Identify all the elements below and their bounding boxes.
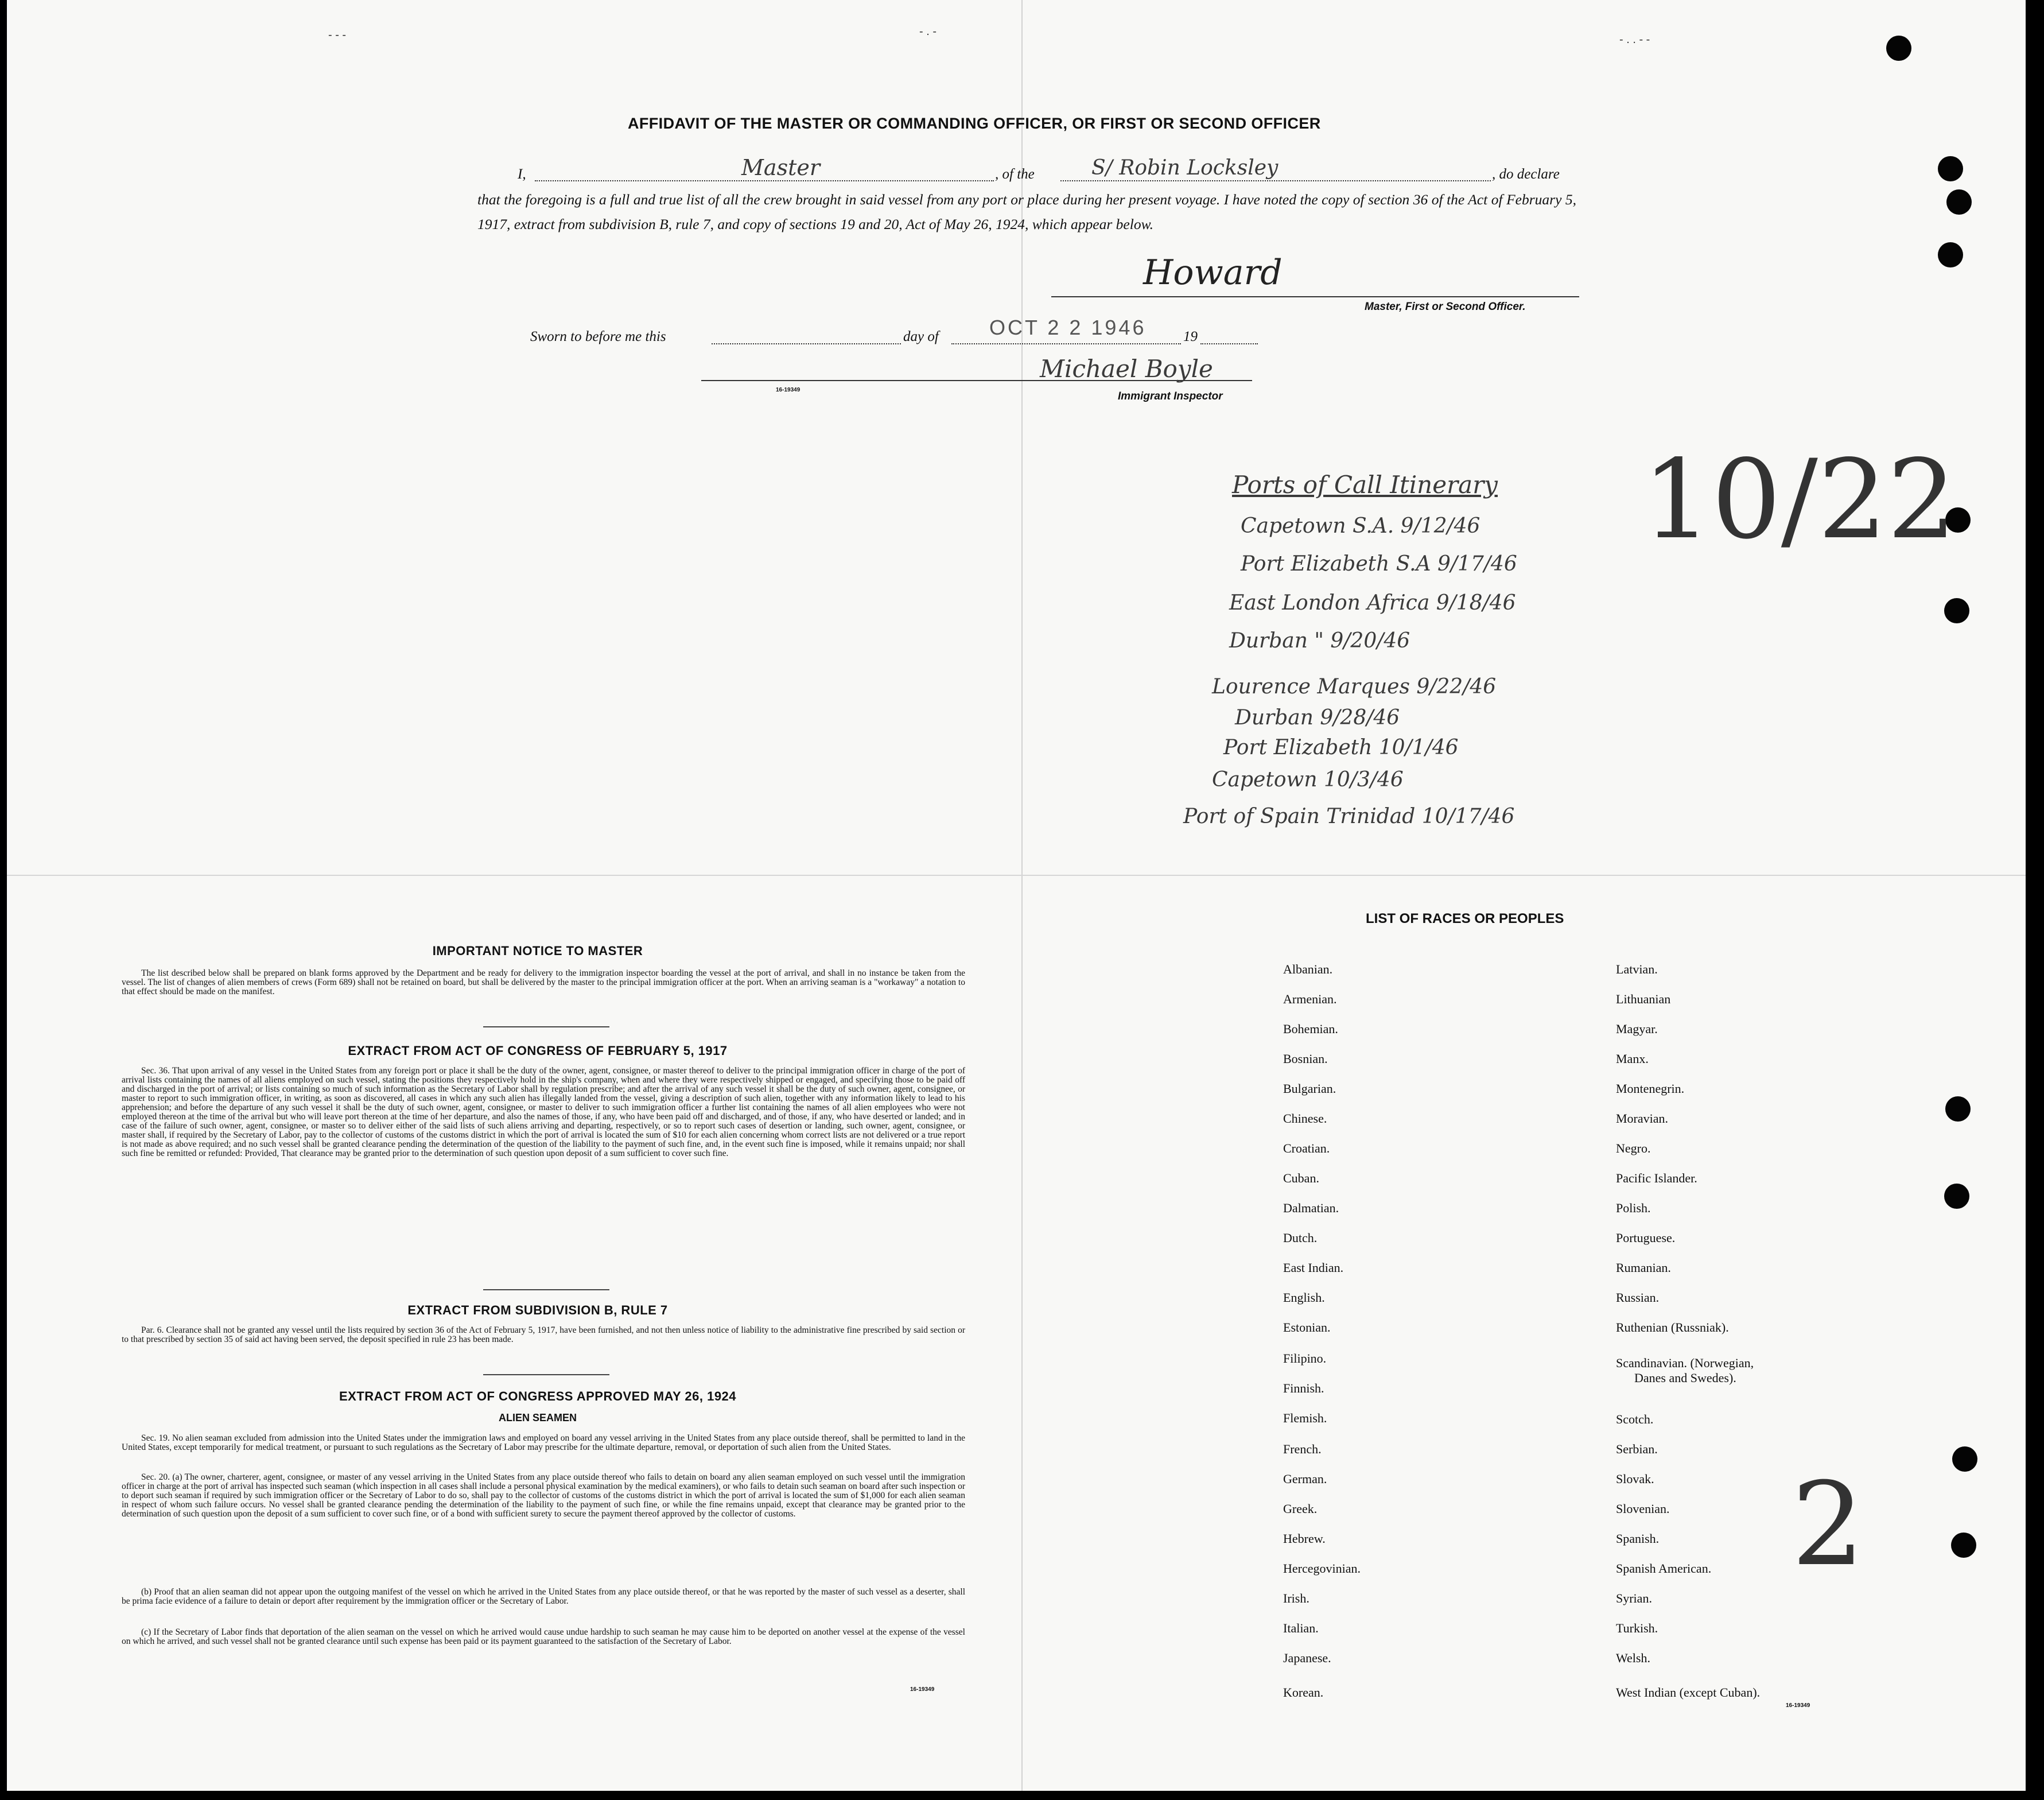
section-separator — [483, 1026, 609, 1027]
day-of-label: day of — [903, 329, 939, 344]
race-item: Korean. — [1283, 1685, 1324, 1700]
binder-hole — [1945, 1096, 1971, 1122]
race-item: East Indian. — [1283, 1260, 1344, 1275]
page-number-handwriting: 10/22 — [1642, 436, 1957, 563]
sworn-label: Sworn to before me this — [530, 329, 666, 344]
race-item: Hebrew. — [1283, 1531, 1326, 1546]
sworn-day-line — [712, 343, 901, 344]
race-item: Croatian. — [1283, 1141, 1330, 1155]
race-item: Flemish. — [1283, 1411, 1327, 1425]
race-item: Chinese. — [1283, 1111, 1327, 1126]
itinerary-entry: Port Elizabeth 10/1/46 — [1223, 736, 1459, 759]
race-item: Turkish. — [1616, 1621, 1658, 1635]
binder-hole — [1951, 1533, 1976, 1558]
section-separator — [483, 1289, 609, 1290]
officer-caption: Master, First or Second Officer. — [1365, 301, 1526, 313]
year-prefix: 19 — [1183, 329, 1198, 344]
race-item: Scotch. — [1616, 1412, 1654, 1426]
itinerary-entry: Capetown 10/3/46 — [1212, 768, 1404, 792]
race-item: Slovenian. — [1616, 1502, 1670, 1516]
itinerary-entry: Durban " 9/20/46 — [1229, 629, 1410, 653]
extract-rule7-text: Par. 6. Clearance shall not be granted any vessel until the lists required by section 36 of the Act of February 5, 1917, have been furnished, and not then unless notice of liability to the administrative fine prescribed by said section or to that prescribed by section 35 of said act having been served, the deposit specified in rule 23 has been made. — [122, 1325, 965, 1344]
binder-hole — [1944, 598, 1969, 623]
extract-1917-text: Sec. 36. That upon arrival of any vessel in the United States from any foreign port or place it shall be the duty of the owner, agent, consignee, or master thereof to deliver to the principal immigration officer in charge of the port of arrival lists containing the names of all aliens employed on such vessel, stating the positions they respectively hold in the ship's company, when and where they were respectively shipped or engaged, and specifying those to be paid off and discharged in the port of arrival; or lists containing so much of such information as the Secretary of Labor shall by regulation prescribe; and after the arrival of any such vessel it shall be the duty of such owner, agent, consignee, or master to report to such immigration officer, in writing, as soon as discovered, all cases in which any such alien has illegally landed from the vessel, giving a description of such alien, together with any information likely to lead to his apprehension; and before the departure of any such vessel it shall be the duty of such owner, agent, consignee, or master to deliver to such immigration officer a further list containing the names of all alien employees who were not employed thereon at the time of the arrival but who will leave port thereon at the time of her departure, and also the names of those, if any, who have been paid off and discharged, and of those, if any, who have deserted or landed; and in case of the failure of such owner, agent, consignee, or master so to deliver either of the said lists of such aliens arriving and departing, respectively, or so to report such cases of desertion or landing, such owner, agent, consignee, or master shall, if required by the Secretary of Labor, pay to the collector of customs of the customs district in which the port of arrival is located the sum of $10 for each alien concerning whom correct lists are not delivered or a true report is not made as above required; and no such vessel shall be granted clearance pending the determination of the question of the liability to the payment of such fine, and, in the event such fine is imposed, while it remains unpaid; nor shall such fine be remitted or refunded: Provided, That clearance may be granted prior to the determination of such question upon deposit of a sum sufficient to cover such fine. — [122, 1066, 965, 1158]
race-item: Scandinavian. (Norwegian, — [1616, 1356, 1754, 1370]
extract-1924-title: EXTRACT FROM ACT OF CONGRESS APPROVED MAY 26, 1924 — [339, 1389, 737, 1403]
itinerary-entry: Port Elizabeth S.A 9/17/46 — [1241, 552, 1517, 576]
top-mark-right: - . . - - — [1619, 33, 1650, 46]
date-stamp: OCT 2 2 1946 — [989, 316, 1147, 339]
race-item: French. — [1283, 1442, 1322, 1456]
binder-hole — [1938, 156, 1963, 181]
race-item: Syrian. — [1616, 1591, 1652, 1605]
extract-1924-subtitle: ALIEN SEAMEN — [498, 1412, 577, 1423]
race-item: Hercegovinian. — [1283, 1561, 1361, 1576]
race-item: Lithuanian — [1616, 992, 1671, 1006]
extract-1917-title: EXTRACT FROM ACT OF CONGRESS OF FEBRUARY 5, 1917 — [348, 1043, 728, 1058]
form-number-top: 16-19349 — [776, 387, 800, 393]
notice-title: IMPORTANT NOTICE TO MASTER — [432, 944, 643, 958]
race-item: Spanish. — [1616, 1531, 1660, 1546]
race-item: Moravian. — [1616, 1111, 1669, 1126]
race-item: Armenian. — [1283, 992, 1337, 1006]
race-item: Portuguese. — [1616, 1231, 1676, 1245]
itinerary-entry: Durban 9/28/46 — [1235, 706, 1400, 730]
itinerary-entry: Lourence Marques 9/22/46 — [1212, 675, 1497, 699]
races-title: LIST OF RACES OR PEOPLES — [1366, 911, 1564, 926]
vertical-fold-line — [1021, 0, 1023, 1791]
race-item: Italian. — [1283, 1621, 1319, 1635]
race-item: Bosnian. — [1283, 1052, 1328, 1066]
master-signature: Howard — [1143, 253, 1283, 293]
race-item: Finnish. — [1283, 1381, 1324, 1395]
race-item: Cuban. — [1283, 1171, 1319, 1185]
itinerary-entry: Capetown S.A. 9/12/46 — [1241, 514, 1480, 538]
notice-text: The list described below shall be prepared on blank forms approved by the Department and be ready for delivery to the immigration inspector boarding the vessel at the port of arrival, and shall in no instance be taken from the vessel. The list of changes of alien members of crews (Form 689) shall not be retained on board, but shall be delivered by the master to the principal immigration officer at the port. When an arriving seaman is a "workaway" a notation to that effect should be made on the manifest. — [122, 968, 965, 996]
binder-hole — [1938, 242, 1963, 267]
binder-hole — [1952, 1446, 1977, 1472]
race-item: Rumanian. — [1616, 1260, 1671, 1275]
race-item: Filipino. — [1283, 1351, 1327, 1365]
form-number-bottom-right: 16-19349 — [1786, 1702, 1810, 1709]
race-item: Montenegrin. — [1616, 1081, 1685, 1096]
itinerary-entry: Port of Spain Trinidad 10/17/46 — [1183, 805, 1515, 828]
master-handwriting: Master — [741, 155, 820, 180]
extract-1924-sec20c: (c) If the Secretary of Labor finds that deportation of the alien seaman on the vessel on which he arrived would cause undue hardship to such seaman he may cause him to be deported on another vessel at the expense of the vessel on which he arrived, and such vessel shall not be granted clearance until such expense has been paid or its payment guaranteed to the satisfaction of the Secretary of Labor. — [122, 1627, 965, 1646]
race-item: Spanish American. — [1616, 1561, 1712, 1576]
itinerary-entry: East London Africa 9/18/46 — [1229, 591, 1516, 615]
margin-number-handwriting: 2 — [1792, 1458, 1865, 1592]
top-mark-left: - - - — [328, 29, 347, 41]
extract-1924-sec20a: Sec. 20. (a) The owner, charterer, agent, consignee, or master of any vessel arriving in the United States from any place outside thereof who fails to detain on board any alien seaman employed on such vessel until the immigration officer in charge at the port of arrival has inspected such seaman (which inspection in all cases shall include a personal physical examination by the medical examiners), or who fails to detain such seaman on board after such inspection or to deport such seaman if required by such immigration officer or the Secretary of Labor to do so, shall pay to the collector of customs of the customs district in which the port of arrival is located the sum of $1,000 for each alien seaman in respect of whom such failure occurs. No vessel shall be granted clearance pending the determination of the liability to the payment of such fine, or while the fine remains unpaid, except that clearance may be granted prior to the determination of such question upon the deposit of a sum sufficient to cover such fine, or of a bond with sufficient surety to secure the payment thereof approved by the collector of customs. — [122, 1472, 965, 1519]
race-item-continuation: Danes and Swedes). — [1634, 1371, 1736, 1385]
signature-line — [1051, 296, 1579, 297]
of-the-label: , of the — [995, 166, 1035, 182]
do-declare-label: , do declare — [1492, 166, 1560, 182]
year-line — [1200, 343, 1258, 344]
race-item: Bulgarian. — [1283, 1081, 1336, 1096]
vessel-blank-line — [1060, 180, 1491, 181]
race-item: Russian. — [1616, 1290, 1660, 1305]
affidavit-body: that the foregoing is a full and true list of all the crew brought in said vessel from any port or place during her present voyage. I have noted the copy of section 36 of the Act of February 5, 1917, extract from subdivision B, rule 7, and copy of sections 19 and 20, Act of May 26, 1924, which appear below. — [477, 191, 1576, 232]
race-item: Serbian. — [1616, 1442, 1658, 1456]
race-item: Irish. — [1283, 1591, 1309, 1605]
inspector-caption: Immigrant Inspector — [1118, 390, 1223, 402]
race-item: Greek. — [1283, 1502, 1318, 1516]
race-item: Bohemian. — [1283, 1022, 1338, 1036]
race-item: Pacific Islander. — [1616, 1171, 1697, 1185]
race-item: Welsh. — [1616, 1651, 1650, 1665]
race-item: Ruthenian (Russniak). — [1616, 1320, 1729, 1335]
race-item: Negro. — [1616, 1141, 1651, 1155]
name-blank-line — [535, 180, 994, 181]
binder-hole — [1944, 1184, 1969, 1209]
binder-hole — [1946, 189, 1972, 215]
affidavit-title: AFFIDAVIT OF THE MASTER OR COMMANDING OFFICER, OR FIRST OR SECOND OFFICER — [628, 115, 1321, 132]
horizontal-fold-line — [7, 875, 2026, 876]
form-number-bottom-left: 16-19349 — [910, 1686, 935, 1693]
affidavit-i-label: I, — [518, 166, 526, 182]
sworn-month-line — [951, 343, 1181, 344]
race-item: Latvian. — [1616, 962, 1658, 976]
race-item: Manx. — [1616, 1052, 1649, 1066]
race-item: Japanese. — [1283, 1651, 1331, 1665]
race-item: West Indian (except Cuban). — [1616, 1685, 1761, 1700]
manifest-sheet — [7, 0, 2026, 1791]
race-item: Dutch. — [1283, 1231, 1318, 1245]
section-separator — [483, 1374, 609, 1375]
binder-hole — [1886, 36, 1911, 61]
race-item: Magyar. — [1616, 1022, 1658, 1036]
vessel-handwriting: S/ Robin Locksley — [1091, 156, 1279, 180]
race-item: Polish. — [1616, 1201, 1651, 1215]
inspector-signature: Michael Boyle — [1040, 355, 1213, 383]
race-item: Estonian. — [1283, 1320, 1331, 1335]
race-item: Albanian. — [1283, 962, 1333, 976]
itinerary-heading: Ports of Call Itinerary — [1232, 471, 1498, 499]
extract-rule7-title: EXTRACT FROM SUBDIVISION B, RULE 7 — [407, 1303, 668, 1317]
race-item: English. — [1283, 1290, 1325, 1305]
top-mark-center: - . - — [919, 25, 936, 38]
extract-1924-sec19: Sec. 19. No alien seaman excluded from admission into the United States under the immigration laws and employed on board any vessel arriving in the United States from any place outside thereof, shall be permitted to land in the United States, except temporarily for medical treatment, or pursuant to such regulations as the Secretary of Labor may prescribe for the ultimate departure, removal, or deportation of such alien from the United States. — [122, 1433, 965, 1452]
extract-1924-sec20b: (b) Proof that an alien seaman did not appear upon the outgoing manifest of the vessel on which he arrived in the United States from any place outside thereof, or that he was reported by the master of such vessel as a deserter, shall be prima facie evidence of a failure to detain or deport after requirement by the immigration officer or the Secretary of Labor. — [122, 1587, 965, 1606]
race-item: Slovak. — [1616, 1472, 1654, 1486]
race-item: German. — [1283, 1472, 1327, 1486]
race-item: Dalmatian. — [1283, 1201, 1339, 1215]
